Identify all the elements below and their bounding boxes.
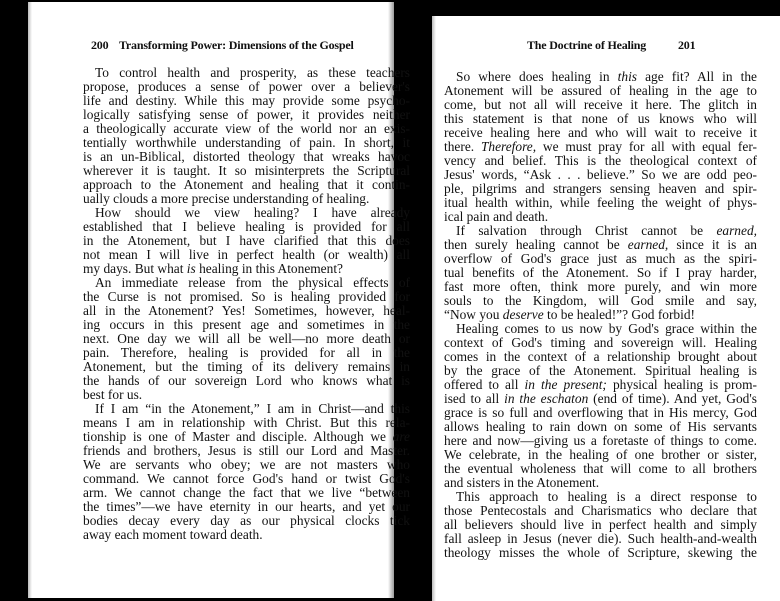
text-line: here and now—giving us a foretaste of things to come.	[444, 433, 757, 448]
text-line: life and destiny. While this may provide some psycho-	[83, 93, 410, 108]
text-line: ical pain and death.	[444, 209, 549, 224]
emphasis: earned,	[716, 223, 757, 238]
text-line: If salvation through Christ cannot be earned,	[456, 223, 757, 238]
text-line: souls to the Kingdom, will God smile and say,	[444, 293, 757, 308]
right-page-body	[444, 70, 757, 560]
text-line: this statement is that none of us knows who will	[444, 111, 757, 126]
text-line: We celebrate, in the healing of one brother or sister,	[444, 447, 757, 462]
emphasis: this	[617, 69, 638, 84]
text-line: Atonement, but the timing of its delivery remains in	[83, 359, 410, 374]
emphasis: is	[186, 261, 196, 276]
left-page	[28, 2, 410, 598]
right-page	[432, 16, 780, 601]
running-head-title: Transforming Power: Dimensions of the Gospel	[119, 38, 354, 52]
text-line: comes in the context of a relationship brought about	[444, 349, 757, 364]
text-line: “Now you deserve to be healed!”? God forbid!	[444, 307, 695, 322]
text-line: the hands of our sovereign Lord who knows what is	[83, 373, 410, 388]
text-line: fall asleep in Jesus (never die). Such health-and-wealth	[444, 531, 757, 546]
text-line: receive healing here and who will wait to receive it	[444, 125, 757, 140]
text-line: then surely healing cannot be earned, since it is an	[444, 237, 757, 252]
text-line: logically satisfying sense of power, it provides neither	[83, 107, 410, 122]
text-line: a theologically accurate view of the world nor an exis-	[83, 121, 410, 136]
right-running-head: The Doctrine of Healing	[527, 38, 647, 52]
text-line: context of God's timing and sovereign will. Healing	[444, 335, 757, 350]
text-line: theology misses the whole of Scripture, skewing the	[444, 545, 757, 560]
text-line: next. One day we will all be well—no more death or	[83, 331, 410, 346]
text-line: the Curse is not promised. So is healing provided for	[83, 289, 410, 304]
text-line: allows healing to rain down on some of His servants	[444, 419, 757, 434]
text-line: bodies decay every day as our physical clocks tick	[83, 513, 410, 528]
text-line: the times”—we have eternity in our hearts, and yet our	[83, 499, 410, 514]
text-line: my days. But what is healing in this Atonement?	[83, 261, 343, 276]
text-line: there. Therefore, we must pray for all with equal fer-	[444, 139, 757, 154]
text-line: So where does healing in this age fit? All in the	[456, 69, 758, 84]
text-line: propose, produces a sense of power over a believer's	[83, 79, 410, 94]
emphasis: earned,	[627, 237, 669, 252]
text-line: Healing comes to us now by God's grace within the	[456, 321, 757, 336]
text-line: This approach to healing is a direct response to	[456, 489, 757, 504]
text-line: overflow of God's grace just as much as the spiri-	[444, 251, 757, 266]
text-line: We are servants who obey; we are not masters who	[83, 457, 410, 472]
text-line: all in the Atonement? Yes! Sometimes, however, heal-	[83, 303, 410, 318]
text-line: arm. We cannot change the fact that we live “between	[83, 485, 410, 500]
text-line: the eventual wholeness that will come to all brothers	[444, 461, 757, 476]
text-line: wherever it is taught. It so misinterprets the Scriptural	[83, 163, 410, 178]
page-edge-shadow	[28, 2, 32, 598]
text-line: tentially worthwhile understanding of pain. In short, it	[83, 135, 410, 150]
text-line: approach to the Atonement and healing that it contin-	[83, 177, 410, 192]
text-line: Atonement will be assured of healing in the age to	[444, 83, 757, 98]
text-line: come, but not all will receive it here. The glitch in	[444, 97, 757, 112]
page-number: 200	[91, 38, 109, 52]
text-line: itual health within, while feeling the weight of phys-	[444, 195, 757, 210]
text-line: and sisters in the Atonement.	[444, 475, 600, 490]
text-line: ple, pilgrims and strangers sensing heaven and spir-	[444, 181, 757, 196]
text-line: all believers should live in perfect health and simply	[444, 517, 757, 532]
text-line: not mean I will live in perfect health (or wealth) all	[83, 247, 410, 262]
text-line: means I am in relationship with Christ. But this rela-	[83, 415, 410, 430]
emphasis: in the eschaton	[504, 391, 589, 406]
left-page-body	[83, 66, 410, 542]
text-line: pain. Therefore, healing is provided for all in the	[83, 345, 410, 360]
text-line: An immediate release from the physical effects of	[95, 275, 410, 290]
text-line: tual benefits of the Atonement. So if I pray harder,	[444, 265, 757, 280]
text-line: those Pentecostals and Charismatics who declare that	[444, 503, 757, 518]
text-line: To control health and prosperity, as these teachers	[95, 65, 410, 80]
text-line: vency and belief. This is the theological context of	[444, 153, 757, 168]
emphasis: deserve	[502, 307, 544, 322]
text-line: fast more often, think more purely, and win more	[444, 279, 757, 294]
text-line: How should we view healing? I have already	[95, 205, 410, 220]
emphasis: are	[392, 429, 410, 444]
text-line: by the grace of the Atonement. Spiritual healing is	[444, 363, 757, 378]
text-line: command. We cannot force God's hand or twist God's	[83, 471, 410, 486]
text-line: away each moment toward death.	[83, 527, 263, 542]
gutter-shadow	[432, 16, 436, 601]
text-line: best for us.	[83, 387, 143, 402]
text-line: offered to all in the present; physical healing is prom-	[444, 377, 757, 392]
text-line: grace is so full and overflowing that in His mercy, God	[444, 405, 757, 420]
page-number: 201	[678, 38, 696, 52]
text-line: Jesus' words, “Ask . . . believe.” So we are odd peo-	[444, 167, 757, 182]
left-running-head	[91, 38, 354, 52]
text-line: ing occurs in this present age and sometimes in the	[83, 317, 410, 332]
text-line: ised to all in the eschaton (end of time). And yet, God's	[444, 391, 757, 406]
text-line: friends and brothers, Jesus is still our Lord and Master.	[83, 443, 410, 458]
text-line: ually clouds a more precise understanding of healing.	[83, 191, 370, 206]
emphasis: in the present;	[524, 377, 607, 392]
text-line: is an un-Biblical, distorted theology that wreaks havoc	[83, 149, 410, 164]
emphasis: Therefore,	[480, 139, 537, 154]
text-line: tionship is one of Master and disciple. Although we are	[83, 429, 410, 444]
text-line: established that I believe healing is provided for all	[83, 219, 410, 234]
text-line: in the Atonement, but I have clarified that this does	[83, 233, 410, 248]
text-line: If I am “in the Atonement,” I am in Christ—and this	[95, 401, 410, 416]
